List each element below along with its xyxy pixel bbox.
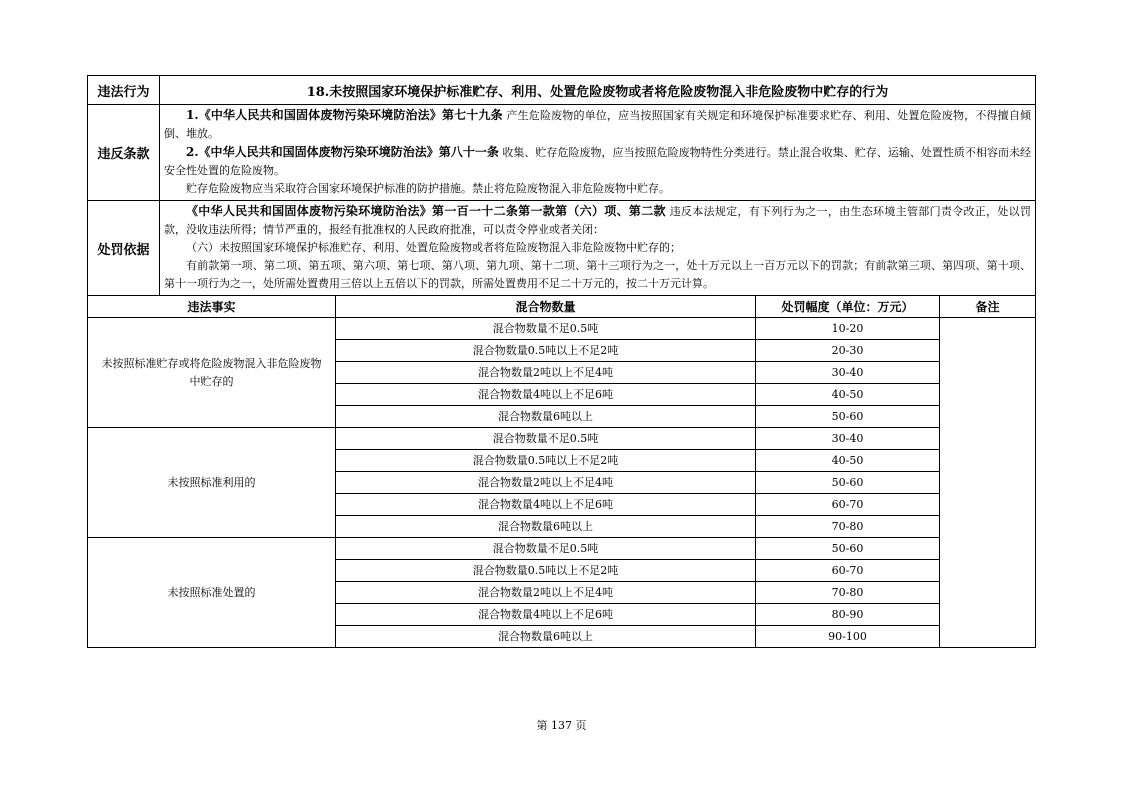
clause-label: 违反条款 bbox=[88, 105, 160, 201]
range-cell: 60-70 bbox=[756, 494, 940, 516]
basis-content bbox=[160, 201, 1036, 296]
header-range: 处罚幅度（单位：万元） bbox=[756, 296, 940, 318]
basis-label: 处罚依据 bbox=[88, 201, 160, 296]
range-cell: 70-80 bbox=[756, 582, 940, 604]
clause-law-reference: 2.《中华人民共和国固体废物污染环境防治法》第八十一条 bbox=[186, 145, 499, 159]
quantity-cell: 混合物数量不足0.5吨 bbox=[336, 428, 756, 450]
clause-text: 贮存危险废物应当采取符合国家环境保护标准的防护措施。禁止将危险废物混入非危险废物中贮存。 bbox=[186, 182, 670, 195]
fact-cell: 未按照标准利用的 bbox=[88, 428, 336, 538]
range-cell: 10-20 bbox=[756, 318, 940, 340]
quantity-cell: 混合物数量6吨以上 bbox=[336, 516, 756, 538]
quantity-cell: 混合物数量不足0.5吨 bbox=[336, 538, 756, 560]
note-cell bbox=[940, 318, 1036, 648]
violation-row bbox=[88, 76, 1036, 105]
header-fact: 违法事实 bbox=[88, 296, 336, 318]
penalty-table bbox=[87, 75, 1036, 648]
clause-paragraph bbox=[164, 106, 1031, 143]
quantity-cell: 混合物数量0.5吨以上不足2吨 bbox=[336, 340, 756, 362]
quantity-cell: 混合物数量2吨以上不足4吨 bbox=[336, 362, 756, 384]
clause-row bbox=[88, 105, 1036, 201]
range-cell: 50-60 bbox=[756, 538, 940, 560]
table-row bbox=[88, 428, 1036, 450]
clause-content bbox=[160, 105, 1036, 201]
range-cell: 30-40 bbox=[756, 428, 940, 450]
range-cell: 40-50 bbox=[756, 450, 940, 472]
range-cell: 30-40 bbox=[756, 362, 940, 384]
quantity-cell: 混合物数量4吨以上不足6吨 bbox=[336, 494, 756, 516]
clause-paragraph bbox=[164, 180, 1031, 198]
document-page bbox=[87, 75, 1035, 648]
fact-cell: 未按照标准贮存或将危险废物混入非危险废物中贮存的 bbox=[88, 318, 336, 428]
clause-paragraph bbox=[164, 143, 1031, 180]
violation-title: 18.未按照国家环境保护标准贮存、利用、处置危险废物或者将危险废物混入非危险废物中贮存的行为 bbox=[160, 76, 1036, 105]
quantity-cell: 混合物数量0.5吨以上不足2吨 bbox=[336, 450, 756, 472]
range-cell: 80-90 bbox=[756, 604, 940, 626]
clause-law-reference: 1.《中华人民共和国固体废物污染环境防治法》第七十九条 bbox=[186, 108, 503, 122]
basis-lead-text: 违反本法规定，有下列行为之一，由生态环境主管部门责令改正，处以罚款，没收违法所得；情节严重的，报经有批准权的人民政府批准，可以责令停业或者关闭： bbox=[164, 205, 1031, 236]
quantity-cell: 混合物数量6吨以上 bbox=[336, 406, 756, 428]
range-cell: 60-70 bbox=[756, 560, 940, 582]
violation-label: 违法行为 bbox=[88, 76, 160, 105]
table-header-row bbox=[88, 296, 1036, 318]
fact-cell: 未按照标准处置的 bbox=[88, 538, 336, 648]
range-cell: 50-60 bbox=[756, 472, 940, 494]
table-row bbox=[88, 318, 1036, 340]
quantity-cell: 混合物数量2吨以上不足4吨 bbox=[336, 472, 756, 494]
range-cell: 70-80 bbox=[756, 516, 940, 538]
range-cell: 90-100 bbox=[756, 626, 940, 648]
basis-paragraph-2: 有前款第一项、第二项、第五项、第六项、第七项、第八项、第九项、第十二项、第十三项行为之一，处十万元以上一百万元以下的罚款；有前款第三项、第四项、第十项、第十一项行为之一，处所需处置费用三倍以上五倍以下的罚款，所需处置费用不足二十万元的，按二十万元计算。 bbox=[164, 259, 1031, 290]
basis-law-reference: 《中华人民共和国固体废物污染环境防治法》第一百一十二条第一款第（六）项、第二款 bbox=[186, 204, 666, 218]
basis-item-6: （六）未按照国家环境保护标准贮存、利用、处置危险废物或者将危险废物混入非危险废物中贮存的； bbox=[186, 241, 681, 254]
quantity-cell: 混合物数量4吨以上不足6吨 bbox=[336, 604, 756, 626]
header-quantity: 混合物数量 bbox=[336, 296, 756, 318]
range-cell: 50-60 bbox=[756, 406, 940, 428]
basis-row bbox=[88, 201, 1036, 296]
table-row bbox=[88, 538, 1036, 560]
clause-text: 收集、贮存危险废物，应当按照危险废物特性分类进行。禁止混合收集、贮存、运输、处置性质不相容而未经安全性处置的危险废物。 bbox=[164, 146, 1031, 177]
quantity-cell: 混合物数量2吨以上不足4吨 bbox=[336, 582, 756, 604]
quantity-cell: 混合物数量6吨以上 bbox=[336, 626, 756, 648]
quantity-cell: 混合物数量不足0.5吨 bbox=[336, 318, 756, 340]
header-note: 备注 bbox=[940, 296, 1036, 318]
clause-text: 产生危险废物的单位，应当按照国家有关规定和环境保护标准要求贮存、利用、处置危险废物，不得擅自倾倒、堆放。 bbox=[164, 109, 1031, 140]
page-number: 第 137 页 bbox=[536, 719, 587, 732]
range-cell: 40-50 bbox=[756, 384, 940, 406]
range-cell: 20-30 bbox=[756, 340, 940, 362]
quantity-cell: 混合物数量0.5吨以上不足2吨 bbox=[336, 560, 756, 582]
quantity-cell: 混合物数量4吨以上不足6吨 bbox=[336, 384, 756, 406]
basis-paragraph bbox=[164, 202, 1031, 239]
